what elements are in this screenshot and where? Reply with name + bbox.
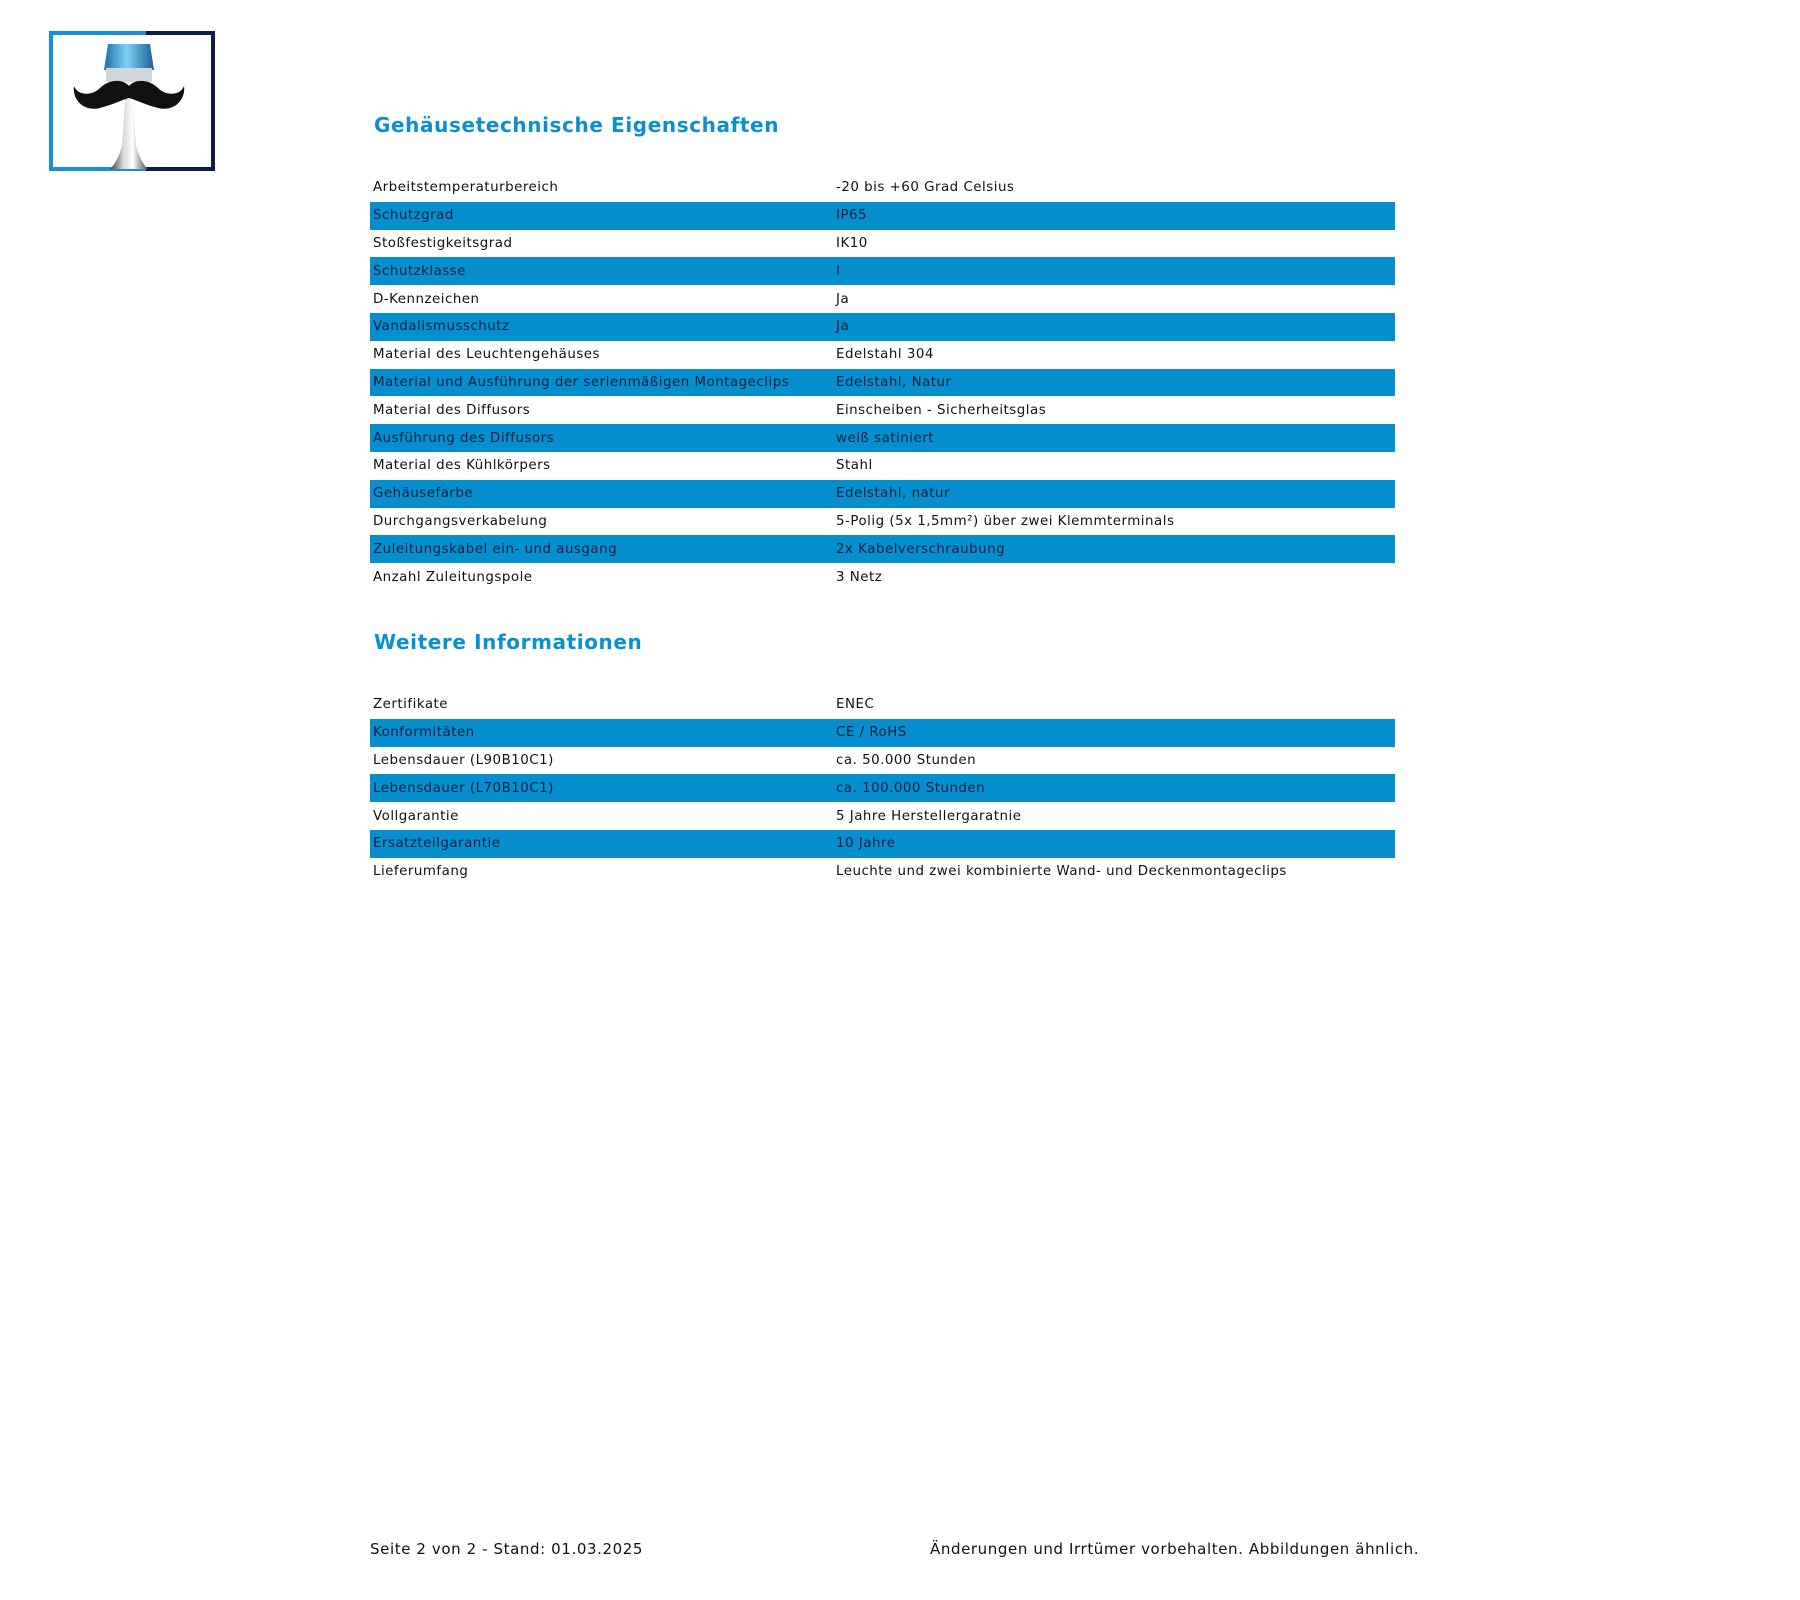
table-row (370, 508, 1395, 536)
row-label: Zertifikate (373, 697, 449, 713)
row-value: 10 Jahre (833, 830, 1395, 858)
section-title: Gehäusetechnische Eigenschaften (374, 113, 780, 137)
row-label: Zuleitungskabel ein- und ausgang (370, 535, 833, 563)
row-value: weiß satiniert (833, 424, 1395, 452)
further-info-table (370, 691, 1395, 886)
row-value: CE / RoHS (833, 719, 1395, 747)
table-row (370, 202, 1395, 230)
row-value: -20 bis +60 Grad Celsius (836, 180, 1015, 196)
spec-sheet-content (370, 110, 1395, 886)
row-value: Edelstahl, Natur (833, 369, 1395, 397)
row-label: Material des Leuchtengehäuses (373, 347, 601, 363)
row-label: Lebensdauer (L90B10C1) (373, 752, 554, 768)
section-title: Weitere Informationen (374, 629, 643, 654)
row-value: Leuchte und zwei kombinierte Wand- und Deckenmontageclips (836, 864, 1287, 880)
row-label: Material des Kühlkörpers (373, 458, 551, 474)
row-label: Schutzklasse (370, 257, 833, 285)
row-label: Vollgarantie (373, 808, 459, 824)
table-row (370, 563, 1395, 591)
row-label: Ersatzteilgarantie (370, 830, 833, 858)
footer-disclaimer: Änderungen und Irrtümer vorbehalten. Abbildungen ähnlich. (930, 1540, 1420, 1558)
table-row (370, 802, 1395, 830)
table-row (370, 858, 1395, 886)
table-row (370, 341, 1395, 369)
row-label: Vandalismusschutz (370, 313, 833, 341)
table-row (370, 452, 1395, 480)
table-row (370, 691, 1395, 719)
row-value: 2x Kabelverschraubung (833, 535, 1395, 563)
row-label: Lieferumfang (373, 864, 469, 880)
row-label: Ausführung des Diffusors (370, 424, 833, 452)
table-row (370, 424, 1395, 452)
company-logo (46, 28, 218, 174)
footer-page-info: Seite 2 von 2 - Stand: 01.03.2025 (370, 1540, 644, 1558)
row-value: Edelstahl 304 (836, 347, 934, 363)
row-label: Stoßfestigkeitsgrad (373, 235, 513, 251)
row-value: IP65 (833, 202, 1395, 230)
row-value: IK10 (836, 235, 868, 251)
table-row (370, 174, 1395, 202)
housing-properties-table (370, 174, 1395, 591)
row-value: Edelstahl, natur (833, 480, 1395, 508)
row-label: Lebensdauer (L70B10C1) (370, 774, 833, 802)
section-spacer (370, 591, 1395, 627)
table-row (370, 535, 1395, 563)
table-row (370, 480, 1395, 508)
table-row (370, 396, 1395, 424)
section-housing (370, 110, 1395, 591)
table-row (370, 719, 1395, 747)
table-row (370, 257, 1395, 285)
row-value: 3 Netz (836, 569, 883, 585)
row-value: Ja (833, 313, 1395, 341)
row-value: 5-Polig (5x 1,5mm²) über zwei Klemmterminals (836, 513, 1175, 529)
section-further-info (370, 627, 1395, 886)
row-label: D-Kennzeichen (373, 291, 480, 307)
row-label: Anzahl Zuleitungspole (373, 569, 533, 585)
table-row (370, 230, 1395, 258)
row-label: Gehäusefarbe (370, 480, 833, 508)
row-value: Stahl (836, 458, 873, 474)
table-row (370, 369, 1395, 397)
table-row (370, 830, 1395, 858)
row-label: Material des Diffusors (373, 402, 531, 418)
row-label: Arbeitstemperaturbereich (373, 180, 559, 196)
row-value: Ja (836, 291, 850, 307)
row-value: ca. 100.000 Stunden (833, 774, 1395, 802)
row-label: Durchgangsverkabelung (373, 513, 548, 529)
row-value: Einscheiben - Sicherheitsglas (836, 402, 1047, 418)
row-value: ca. 50.000 Stunden (836, 752, 977, 768)
row-value: I (833, 257, 1395, 285)
table-row (370, 774, 1395, 802)
table-row (370, 285, 1395, 313)
row-value: 5 Jahre Herstellergaratnie (836, 808, 1022, 824)
row-label: Material und Ausführung der serienmäßigen Montageclips (370, 369, 833, 397)
lamp-with-mustache-logo-icon (46, 28, 218, 174)
table-row (370, 747, 1395, 775)
row-label: Konformitäten (370, 719, 833, 747)
row-value: ENEC (836, 697, 875, 713)
row-label: Schutzgrad (370, 202, 833, 230)
table-row (370, 313, 1395, 341)
